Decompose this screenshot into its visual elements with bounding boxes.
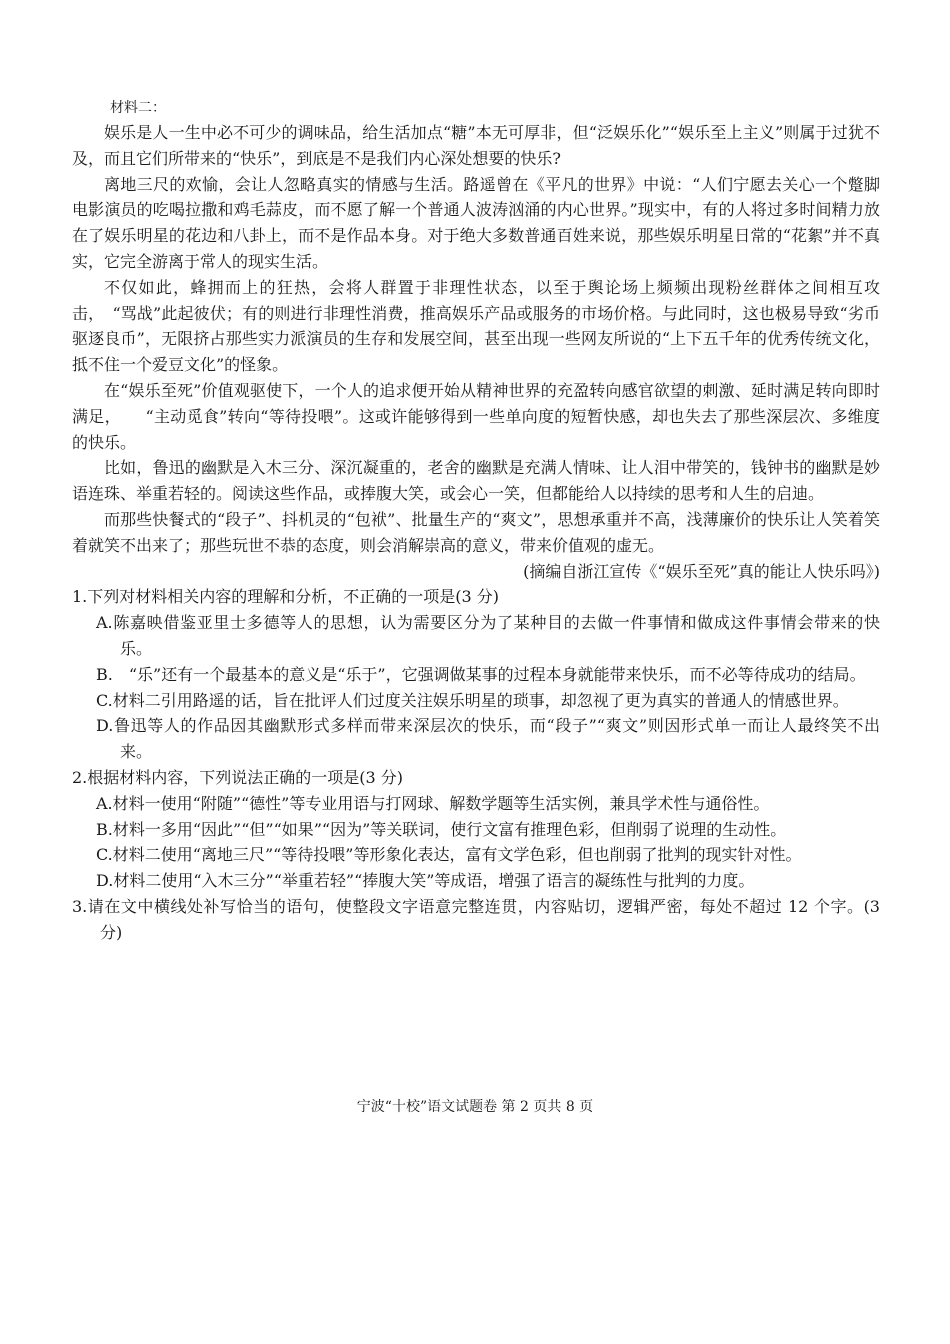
material-heading: 材料二： xyxy=(110,100,166,116)
question-option-b: B.材料一多用“因此”“但”“如果”“因为”等关联词，使行文富有推理色彩，但削弱了说理的生动性。 xyxy=(96,819,787,839)
question-stem: 1.下列对材料相关内容的理解和分析，不正确的一项是(3 分) xyxy=(72,587,500,607)
question-option-c: C.材料二引用路遥的话，旨在批评人们过度关注娱乐明星的琐事，却忽视了更为真实的普通人的情感世界。 xyxy=(96,690,849,710)
material-paragraph: 不仅如此，蜂拥而上的狂热，会将人群置于非理性状态，以至于舆论场上频频出现粉丝群体之间相互攻击， “骂战”此起彼伏；有的则进行非理性消费，推高娱乐产品或服务的市场价格。与此同时，这也极易导致“劣币驱逐良币”，无限挤占那些实力派演员的生存和发展空间，甚至出现一些网友所说的“上下五千年的优秀传统文化，抵不住一个爱豆文化”的怪象。 xyxy=(72,277,880,375)
exam-page xyxy=(72,98,880,946)
material-source: (摘编自浙江宣传《“娱乐至死”真的能让人快乐吗》) xyxy=(523,561,880,581)
material-paragraph: 娱乐是人一生中必不可少的调味品，给生活加点“糖”本无可厚非，但“泛娱乐化”“娱乐至上主义”则属于过犹不及，而且它们所带来的“快乐”，到底是不是我们内心深处想要的快乐? xyxy=(72,123,880,168)
question-option-d: D.材料二使用“入木三分”“举重若轻”“捧腹大笑”等成语，增强了语言的凝练性与批判的力度。 xyxy=(96,871,755,891)
question-option-d: D.鲁迅等人的作品因其幽默形式多样而带来深层次的快乐，而“段子”“爽文”则因形式单一而让人最终笑不出来。 xyxy=(96,716,880,762)
question-option-c: C.材料二使用“离地三尺”“等待投喂”等形象化表达，富有文学色彩，但也削弱了批判的现实针对性。 xyxy=(96,845,802,865)
question-option-a: A.陈嘉映借鉴亚里士多德等人的思想，认为需要区分为了某种目的去做一件事情和做成这件事情会带来的快乐。 xyxy=(96,613,880,658)
question-option-a: A.材料一使用“附随”“德性”等专业用语与打网球、解数学题等生活实例，兼具学术性与通俗性。 xyxy=(96,793,770,813)
question-stem: 3.请在文中横线处补写恰当的语句，使整段文字语意完整连贯，内容贴切，逻辑严密，每处不超过 12 个字。(3 分) xyxy=(72,896,880,942)
question-1 xyxy=(72,584,880,765)
question-3 xyxy=(72,894,880,946)
material-paragraph: 而那些快餐式的“段子”、抖机灵的“包袱”、批量生产的“爽文”，思想承重并不高，浅薄廉价的快乐让人笑着笑着就笑不出来了；那些玩世不恭的态度，则会消解崇高的意义，带来价值观的虚无。 xyxy=(72,509,880,555)
question-stem: 2.根据材料内容，下列说法正确的一项是(3 分) xyxy=(72,767,404,787)
page-footer: 宁波“十校”语文试题卷 第 2 页共 8 页 xyxy=(356,1099,594,1115)
material-paragraph: 离地三尺的欢愉，会让人忽略真实的情感与生活。路遥曾在《平凡的世界》中说：“人们宁愿去关心一个蹩脚电影演员的吃喝拉撒和鸡毛蒜皮，而不愿了解一个普通人波涛汹涌的内心世界。”现实中，有的人将过多时间精力放在了娱乐明星的花边和八卦上，而不是作品本身。对于绝大多数普通百姓来说，那些娱乐明星日常的“花絮”并不真实，它完全游离于常人的现实生活。 xyxy=(72,174,880,271)
question-option-b: B. “乐”还有一个最基本的意义是“乐于”，它强调做某事的过程本身就能带来快乐，而不必等待成功的结局。 xyxy=(96,664,866,684)
question-2 xyxy=(72,765,880,894)
material-paragraph: 比如，鲁迅的幽默是入木三分、深沉凝重的，老舍的幽默是充满人情味、让人泪中带笑的，钱钟书的幽默是妙语连珠、举重若轻的。阅读这些作品，或捧腹大笑，或会心一笑，但都能给人以持续的思考和人生的启迪。 xyxy=(72,458,880,504)
material-paragraph: 在“娱乐至死”价值观驱使下，一个人的追求便开始从精神世界的充盈转向感官欲望的刺激、延时满足转向即时满足， “主动觅食”转向“等待投喂”。这或许能够得到一些单向度的短暂快感，却也失去了那些深层次、多维度的快乐。 xyxy=(72,380,880,452)
material-body xyxy=(72,120,880,584)
